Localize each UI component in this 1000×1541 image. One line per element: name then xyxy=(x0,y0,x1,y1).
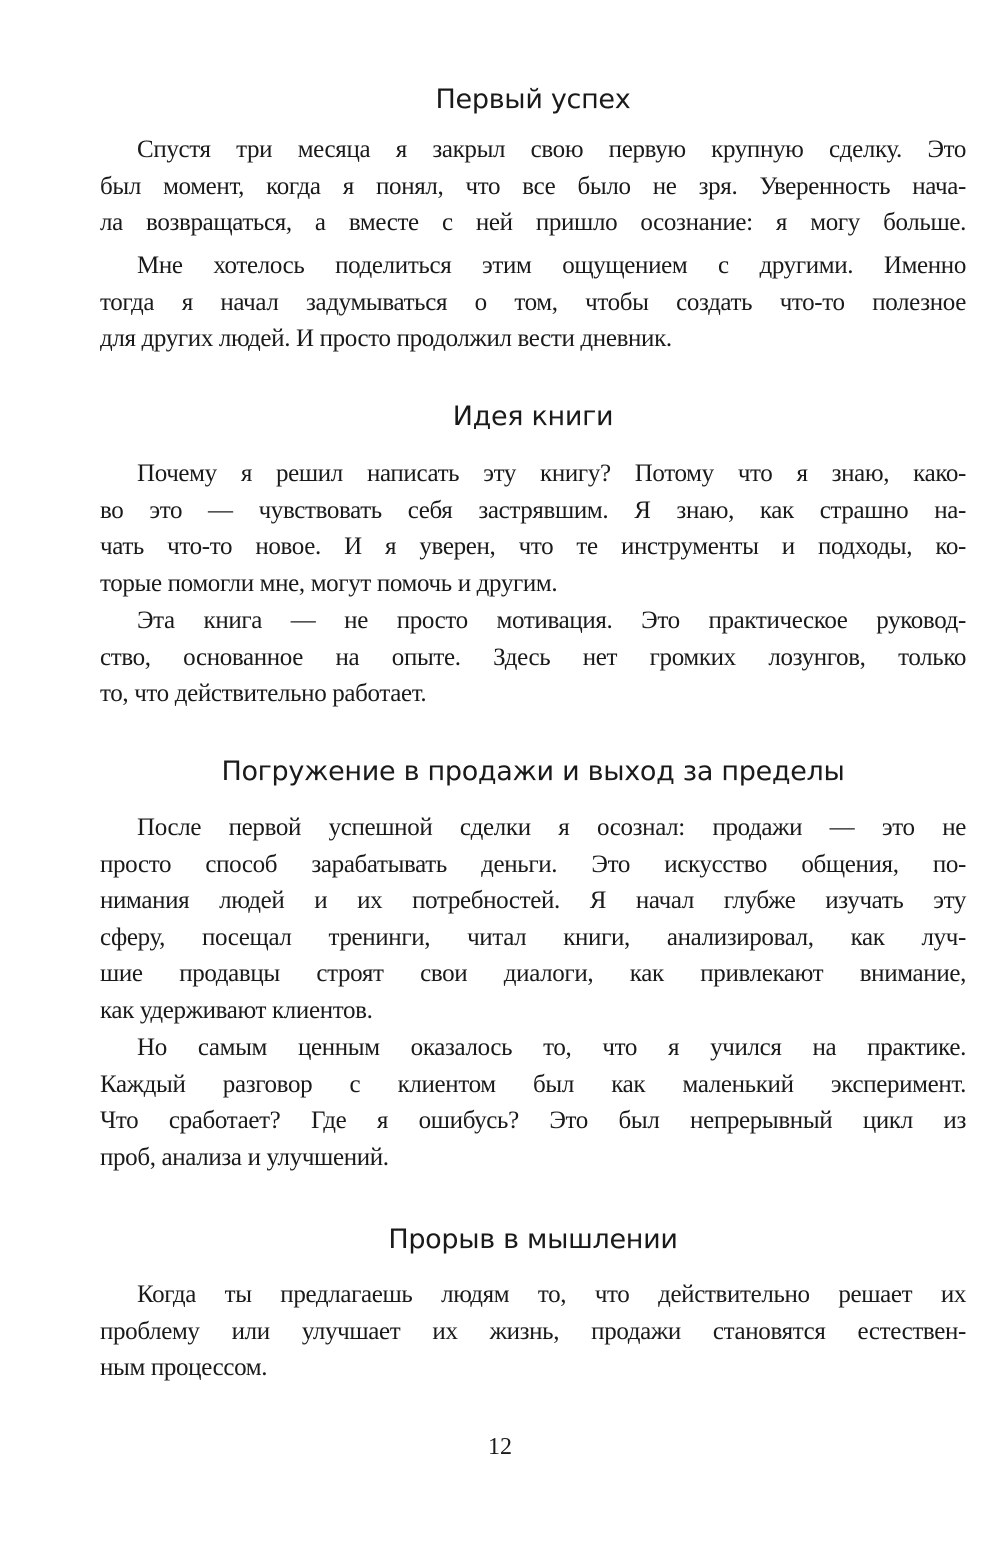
text-line: тогда я начал задумываться о том, чтобы создать что-то полезное xyxy=(100,288,966,316)
text-line: Эта книга — не просто мотивация. Это практическое руковод- xyxy=(137,607,966,634)
paragraph xyxy=(100,603,966,713)
section-heading-mindset-breakthrough: Прорыв в мышлении xyxy=(388,1224,678,1255)
section-heading-book-idea: Идея книги xyxy=(452,401,614,432)
text-line: Спустя три месяца я закрыл свою первую крупную сделку. Это xyxy=(137,136,966,163)
text-line: для других людей. И просто продолжил вести дневник. xyxy=(100,325,672,353)
text-line: как удерживают клиентов. xyxy=(100,996,373,1024)
text-line: ство, основанное на опыте. Здесь нет громких лозунгов, только xyxy=(100,643,966,671)
text-line: Почему я решил написать эту книгу? Потому что я знаю, како- xyxy=(137,460,966,487)
paragraph xyxy=(100,1277,966,1387)
paragraph xyxy=(100,1030,966,1176)
text-line: во это — чувствовать себя застрявшим. Я знаю, как страшно на- xyxy=(100,496,966,524)
text-line: проблему или улучшает их жизнь, продажи становятся естествен- xyxy=(100,1317,966,1345)
text-line: ным процессом. xyxy=(100,1354,268,1382)
page-number: 12 xyxy=(488,1434,512,1460)
section-heading-first-success: Первый успех xyxy=(435,84,631,115)
text-line: сферу, посещал тренинги, читал книги, анализировал, как луч- xyxy=(100,923,966,951)
text-line: шие продавцы строят свои диалоги, как привлекают внимание, xyxy=(100,960,966,988)
text-line: Но самым ценным оказалось то, что я учился на практике. xyxy=(137,1034,966,1061)
text-line: Каждый разговор с клиентом был как маленький эксперимент. xyxy=(100,1070,966,1098)
text-line: Что сработает? Где я ошибусь? Это был непрерывный цикл из xyxy=(100,1107,966,1135)
section-heading-sales-immersion: Погружение в продажи и выход за пределы xyxy=(221,756,845,787)
text-line: нимания людей и их потребностей. Я начал глубже изучать эту xyxy=(100,887,966,915)
text-line: Когда ты предлагаешь людям то, что действительно решает их xyxy=(137,1281,966,1308)
paragraph xyxy=(100,132,966,242)
paragraph xyxy=(100,248,966,358)
text-line: торые помогли мне, могут помочь и другим. xyxy=(100,569,558,597)
text-line: был момент, когда я понял, что все было не зря. Уверенность нача- xyxy=(100,172,966,200)
text-line: ла возвращаться, а вместе с ней пришло осознание: я могу больше. xyxy=(100,209,966,237)
text-line: проб, анализа и улучшений. xyxy=(100,1143,389,1171)
paragraph xyxy=(100,456,966,602)
text-line: чать что-то новое. И я уверен, что те инструменты и подходы, ко- xyxy=(100,533,966,561)
text-line: Мне хотелось поделиться этим ощущением с другими. Именно xyxy=(137,252,966,279)
text-line: то, что действительно работает. xyxy=(100,680,427,708)
text-line: просто способ зарабатывать деньги. Это искусство общения, по- xyxy=(100,850,966,878)
text-line: После первой успешной сделки я осознал: продажи — это не xyxy=(137,814,966,841)
paragraph xyxy=(100,810,966,1030)
